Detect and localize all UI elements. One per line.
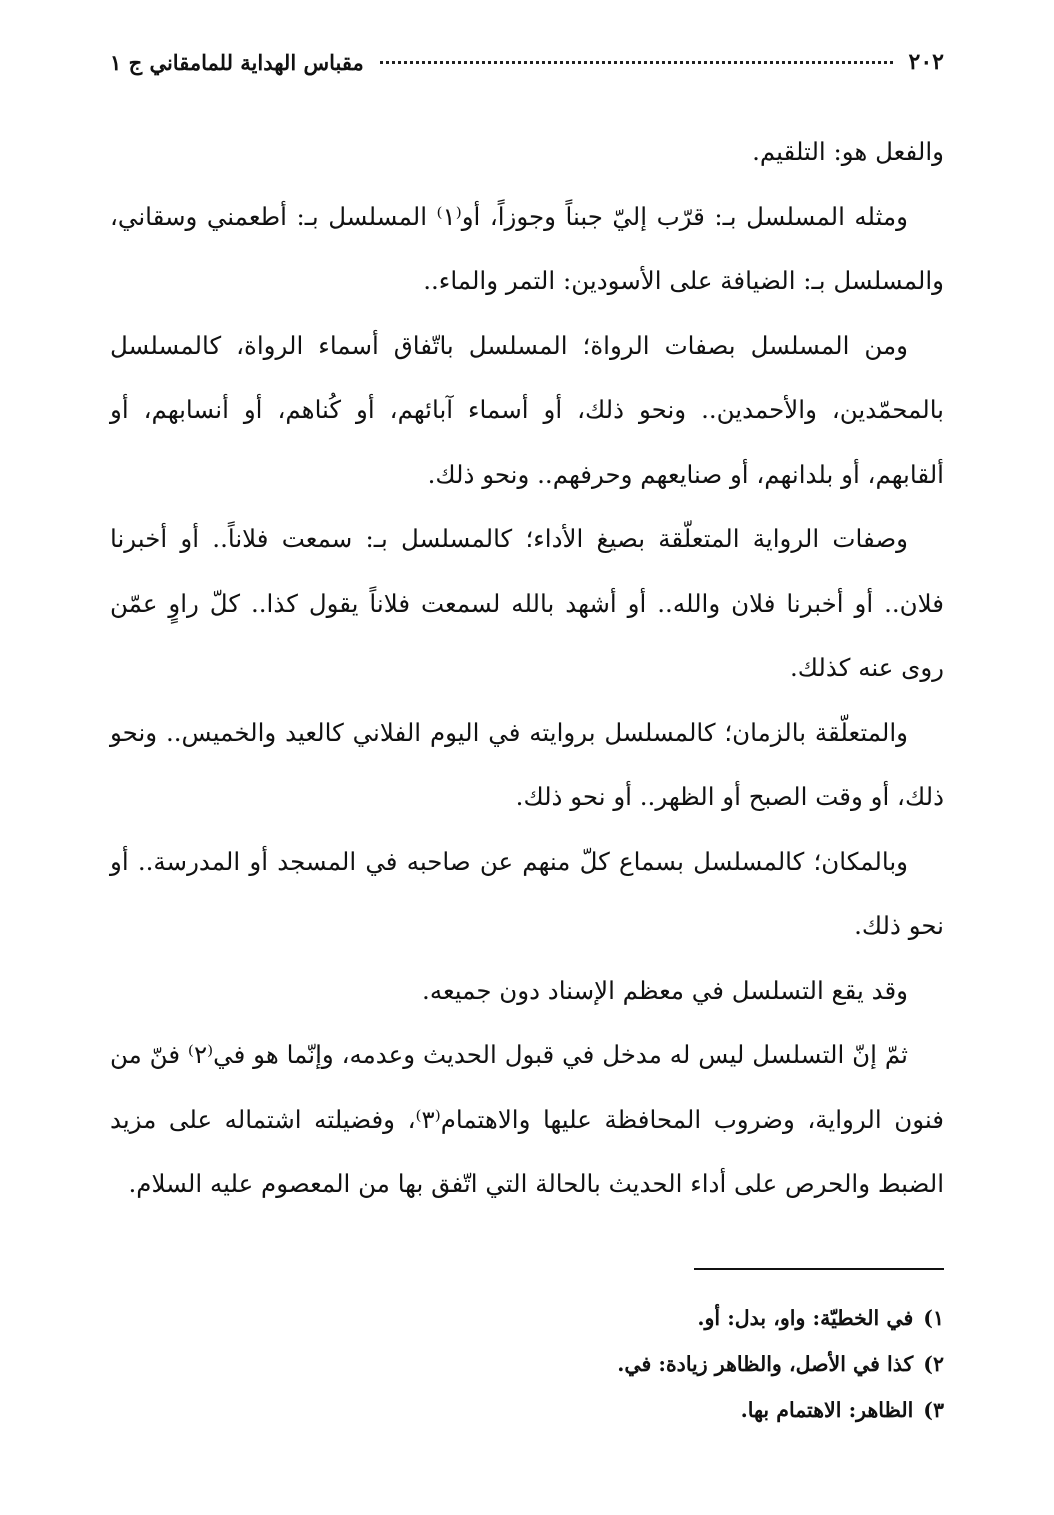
footnote-text: كذا في الأصل، والظاهر زيادة: في. <box>617 1352 914 1376</box>
paragraph: وصفات الرواية المتعلّقة بصيغ الأداء؛ كالمسلسل بـ: سمعت فلاناً.. أو أخبرنا فلان.. أو أخبرنا فلان والله.. أو أشهد بالله لسمعت فلاناً يقول كذا.. كلّ راوٍ عمّن روى عنه كذلك. <box>110 524 944 682</box>
paragraph: ثمّ إنّ التسلسل ليس له مدخل في قبول الحديث وعدمه، وإنّما هو في⁽٢⁾ فنّ من فنون الرواية، وضروب المحافظة عليها والاهتمام⁽٣⁾، وفضيلته اشتماله على مزيد الضبط والحرص على أداء الحديث بالحالة التي اتّفق بها من المعصوم عليه السلام. <box>110 1040 945 1198</box>
footnote-text: في الخطيّة: واو، بدل: أو. <box>697 1306 914 1330</box>
main-text <box>110 120 944 1217</box>
header-dotted-leader <box>380 61 893 64</box>
footnote-text: الظاهر: الاهتمام بها. <box>740 1398 914 1422</box>
page-header <box>110 42 944 82</box>
paragraph: وقد يقع التسلسل في معظم الإسناد دون جميعه. <box>422 975 908 1005</box>
footnote-item <box>110 1387 944 1433</box>
paragraph: ومثله المسلسل بـ: قرّب إليّ جبناً وجوزاً، أو⁽١⁾ المسلسل بـ: أطعمني وسقاني، والمسلسل بـ: الضيافة على الأسودين: التمر والماء.. <box>110 201 944 295</box>
footnote-number: ٢) <box>923 1352 944 1376</box>
paragraph: والفعل هو: التلقيم. <box>752 137 944 166</box>
footnote-number: ١) <box>923 1306 944 1330</box>
footnote-number: ٣) <box>923 1398 944 1422</box>
paragraph: والمتعلّقة بالزمان؛ كالمسلسل بروايته في اليوم الفلاني كالعيد والخميس.. ونحو ذلك، أو وقت الصبح أو الظهر.. أو نحو ذلك. <box>110 717 944 811</box>
page-number: ٢٠٢ <box>908 49 944 75</box>
footnote-separator <box>694 1268 944 1270</box>
footnotes <box>110 1295 944 1433</box>
footnote-item <box>110 1295 944 1341</box>
paragraph: وبالمكان؛ كالمسلسل بسماع كلّ منهم عن صاحبه في المسجد أو المدرسة.. أو نحو ذلك. <box>110 846 944 940</box>
paragraph: ومن المسلسل بصفات الرواة؛ المسلسل باتّفاق أسماء الرواة، كالمسلسل بالمحمّدين، والأحمدين.. ونحو ذلك، أو أسماء آبائهم، أو كُناهم، أو أنسابهم، أو ألقابهم، أو بلدانهم، أو صنايعهم وحرفهم.. ونحو ذلك. <box>110 330 944 489</box>
footnote-item <box>110 1341 944 1387</box>
running-title: مقباس الهداية للمامقاني ج ١ <box>110 49 364 75</box>
